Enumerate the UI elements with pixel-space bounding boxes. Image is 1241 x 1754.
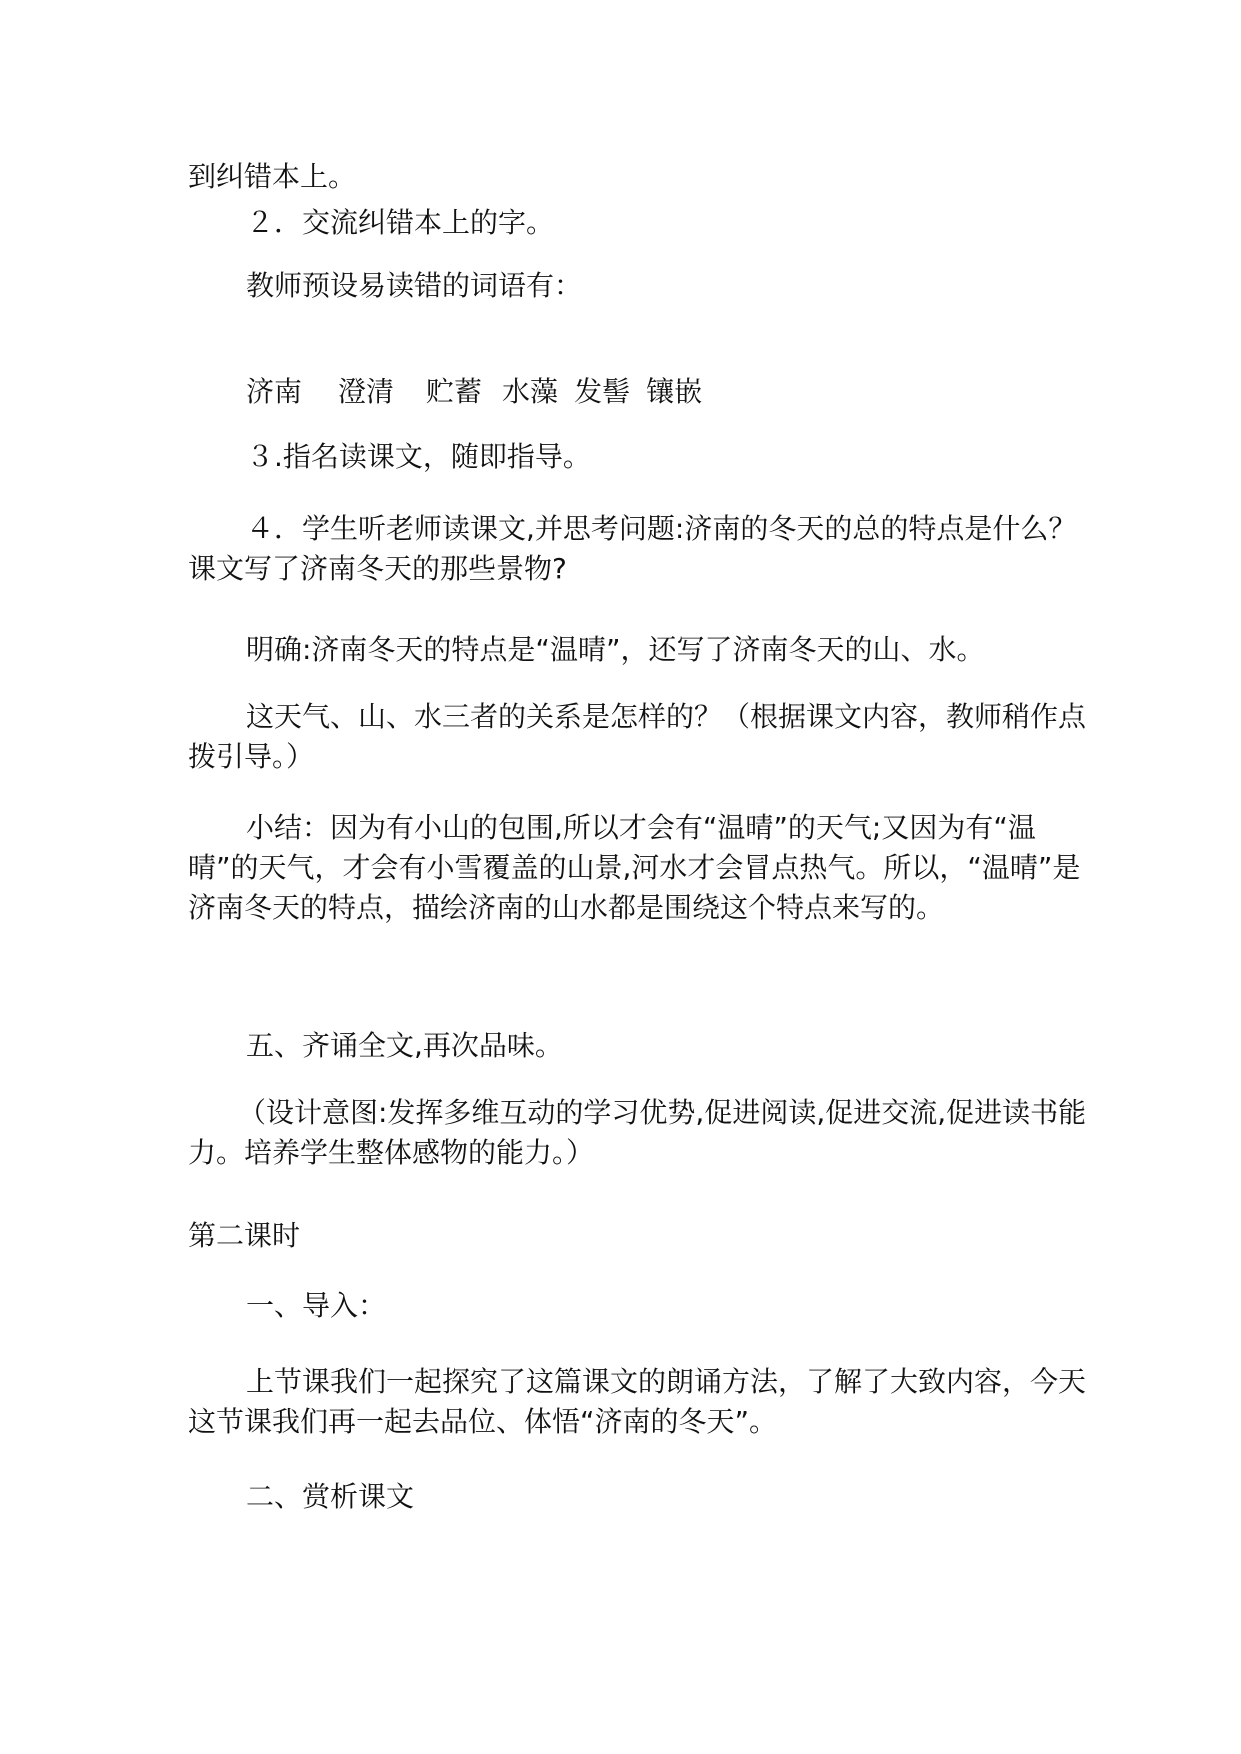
difficult-word: 贮蓄 bbox=[426, 375, 483, 408]
paragraph-section-five: 五、齐诵全文,再次品味。 bbox=[246, 1029, 563, 1062]
difficult-word: 济南 bbox=[246, 375, 303, 408]
paragraph-item-3: ３.指名读课文，随即指导。 bbox=[246, 440, 591, 473]
paragraph-continuation: 到纠错本上。 bbox=[188, 160, 357, 193]
paragraph-introduction-heading: 一、导入： bbox=[246, 1289, 387, 1322]
paragraph-item-2: ２．交流纠错本上的字。 bbox=[246, 206, 555, 239]
section-heading-second-lesson: 第二课时 bbox=[188, 1219, 301, 1252]
paragraph-clarification: 明确:济南冬天的特点是“温晴”，还写了济南冬天的山、水。 bbox=[246, 633, 985, 666]
difficult-word: 水藻 bbox=[502, 375, 559, 408]
paragraph-design-intent: （设计意图:发挥多维互动的学习优势,促进阅读,促进交流,促进读书能力。培养学生整体感物的能力。） bbox=[188, 1096, 1087, 1169]
paragraph-preset-words-intro: 教师预设易读错的词语有： bbox=[246, 269, 583, 302]
difficult-word: 镶嵌 bbox=[646, 375, 703, 408]
paragraph-relationship-question: 这天气、山、水三者的关系是怎样的？（根据课文内容，教师稍作点拨引导。） bbox=[188, 700, 1087, 773]
difficult-words-row bbox=[246, 372, 806, 412]
paragraph-appreciation-heading: 二、赏析课文 bbox=[246, 1480, 415, 1513]
paragraph-summary: 小结：因为有小山的包围,所以才会有“温晴”的天气;又因为有“温晴”的天气，才会有小雪覆盖的山景,河水才会冒点热气。所以，“温晴”是济南冬天的特点，描绘济南的山水都是围绕这个特点来写的。 bbox=[188, 811, 1081, 924]
difficult-word: 澄清 bbox=[338, 375, 395, 408]
paragraph-item-4: ４．学生听老师读课文,并思考问题:济南的冬天的总的特点是什么？课文写了济南冬天的那些景物? bbox=[188, 512, 1077, 585]
difficult-word: 发髻 bbox=[574, 375, 631, 408]
paragraph-introduction: 上节课我们一起探究了这篇课文的朗诵方法，了解了大致内容，今天这节课我们再一起去品位、体悟“济南的冬天”。 bbox=[188, 1365, 1087, 1438]
